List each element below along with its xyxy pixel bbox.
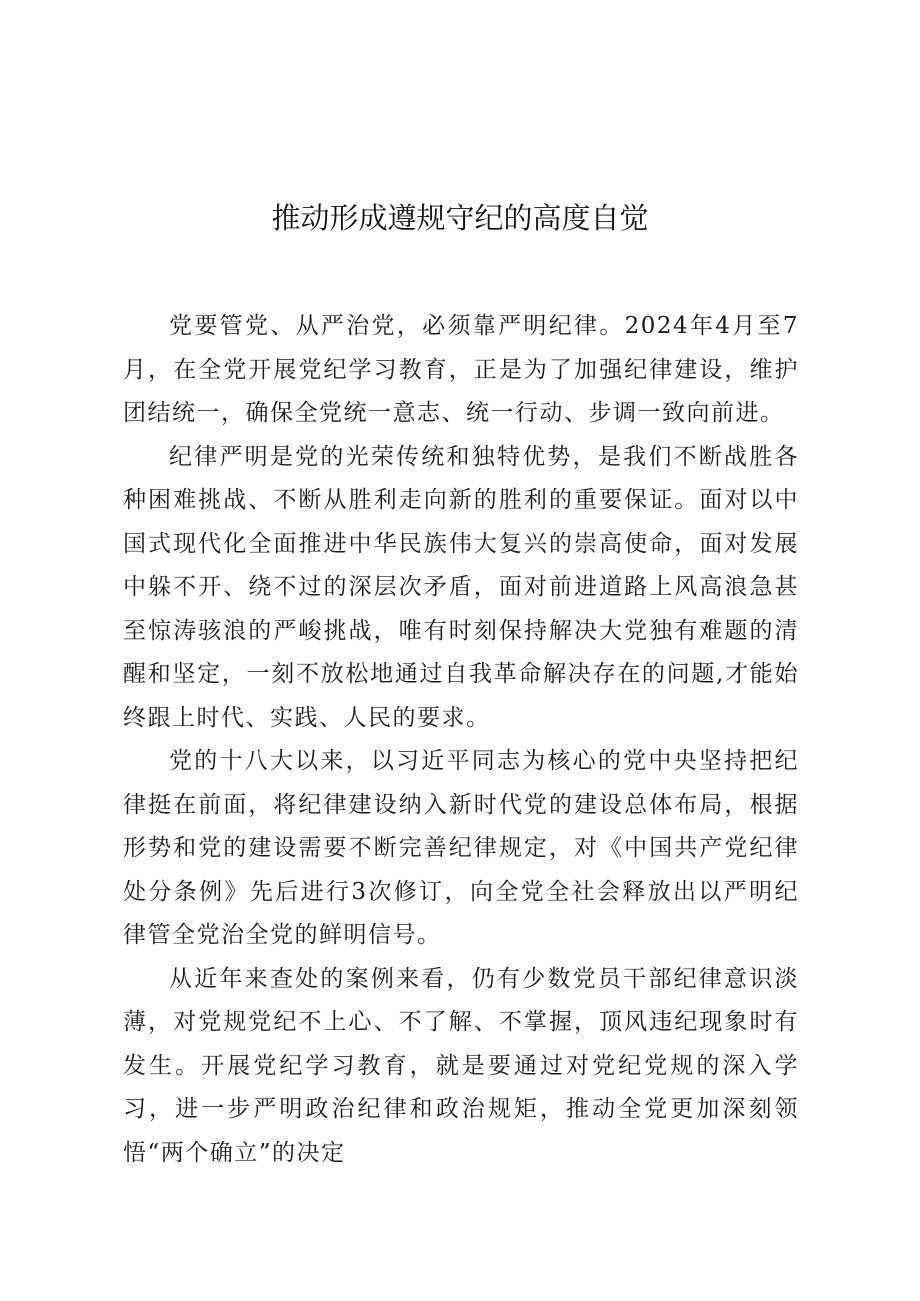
paragraph-4: 从近年来查处的案例来看，仍有少数党员干部纪律意识淡薄，对党规党纪不上心、不了解、不掌握，顶风违纪现象时有发生。开展党纪学习教育，就是要通过对党纪党规的深入学习，进一步严明政治纪律和政治规矩，推动全党更加深刻领悟“两个确立”的决定 xyxy=(123,965,799,1166)
paragraph-2: 纪律严明是党的光荣传统和独特优势，是我们不断战胜各种困难挑战、不断从胜利走向新的胜利的重要保证。面对以中国式现代化全面推进中华民族伟大复兴的崇高使命，面对发展中躲不开、绕不过的深层次矛盾，面对前进道路上风高浪急甚至惊涛骇浪的严峻挑战，唯有时刻保持解决大党独有难题的清醒和坚定，一刻不放松地通过自我革命解决存在的问题,才能始终跟上时代、实践、人民的要求。 xyxy=(123,443,799,731)
paragraph-1: 党要管党、从严治党，必须靠严明纪律。2024年4月至7月，在全党开展党纪学习教育，正是为了加强纪律建设，维护团结统一，确保全党统一意志、统一行动、步调一致向前进。 xyxy=(123,313,799,426)
document-body xyxy=(123,305,799,1175)
document-title: 推动形成遵规守纪的高度自觉 xyxy=(271,201,649,235)
paragraph-3: 党的十八大以来，以习近平同志为核心的党中央坚持把纪律挺在前面，将纪律建设纳入新时代党的建设总体布局，根据形势和党的建设需要不断完善纪律规定，对《中国共产党纪律处分条例》先后进行3次修订，向全党全社会释放出以严明纪律管全党治全党的鲜明信号。 xyxy=(123,748,799,948)
